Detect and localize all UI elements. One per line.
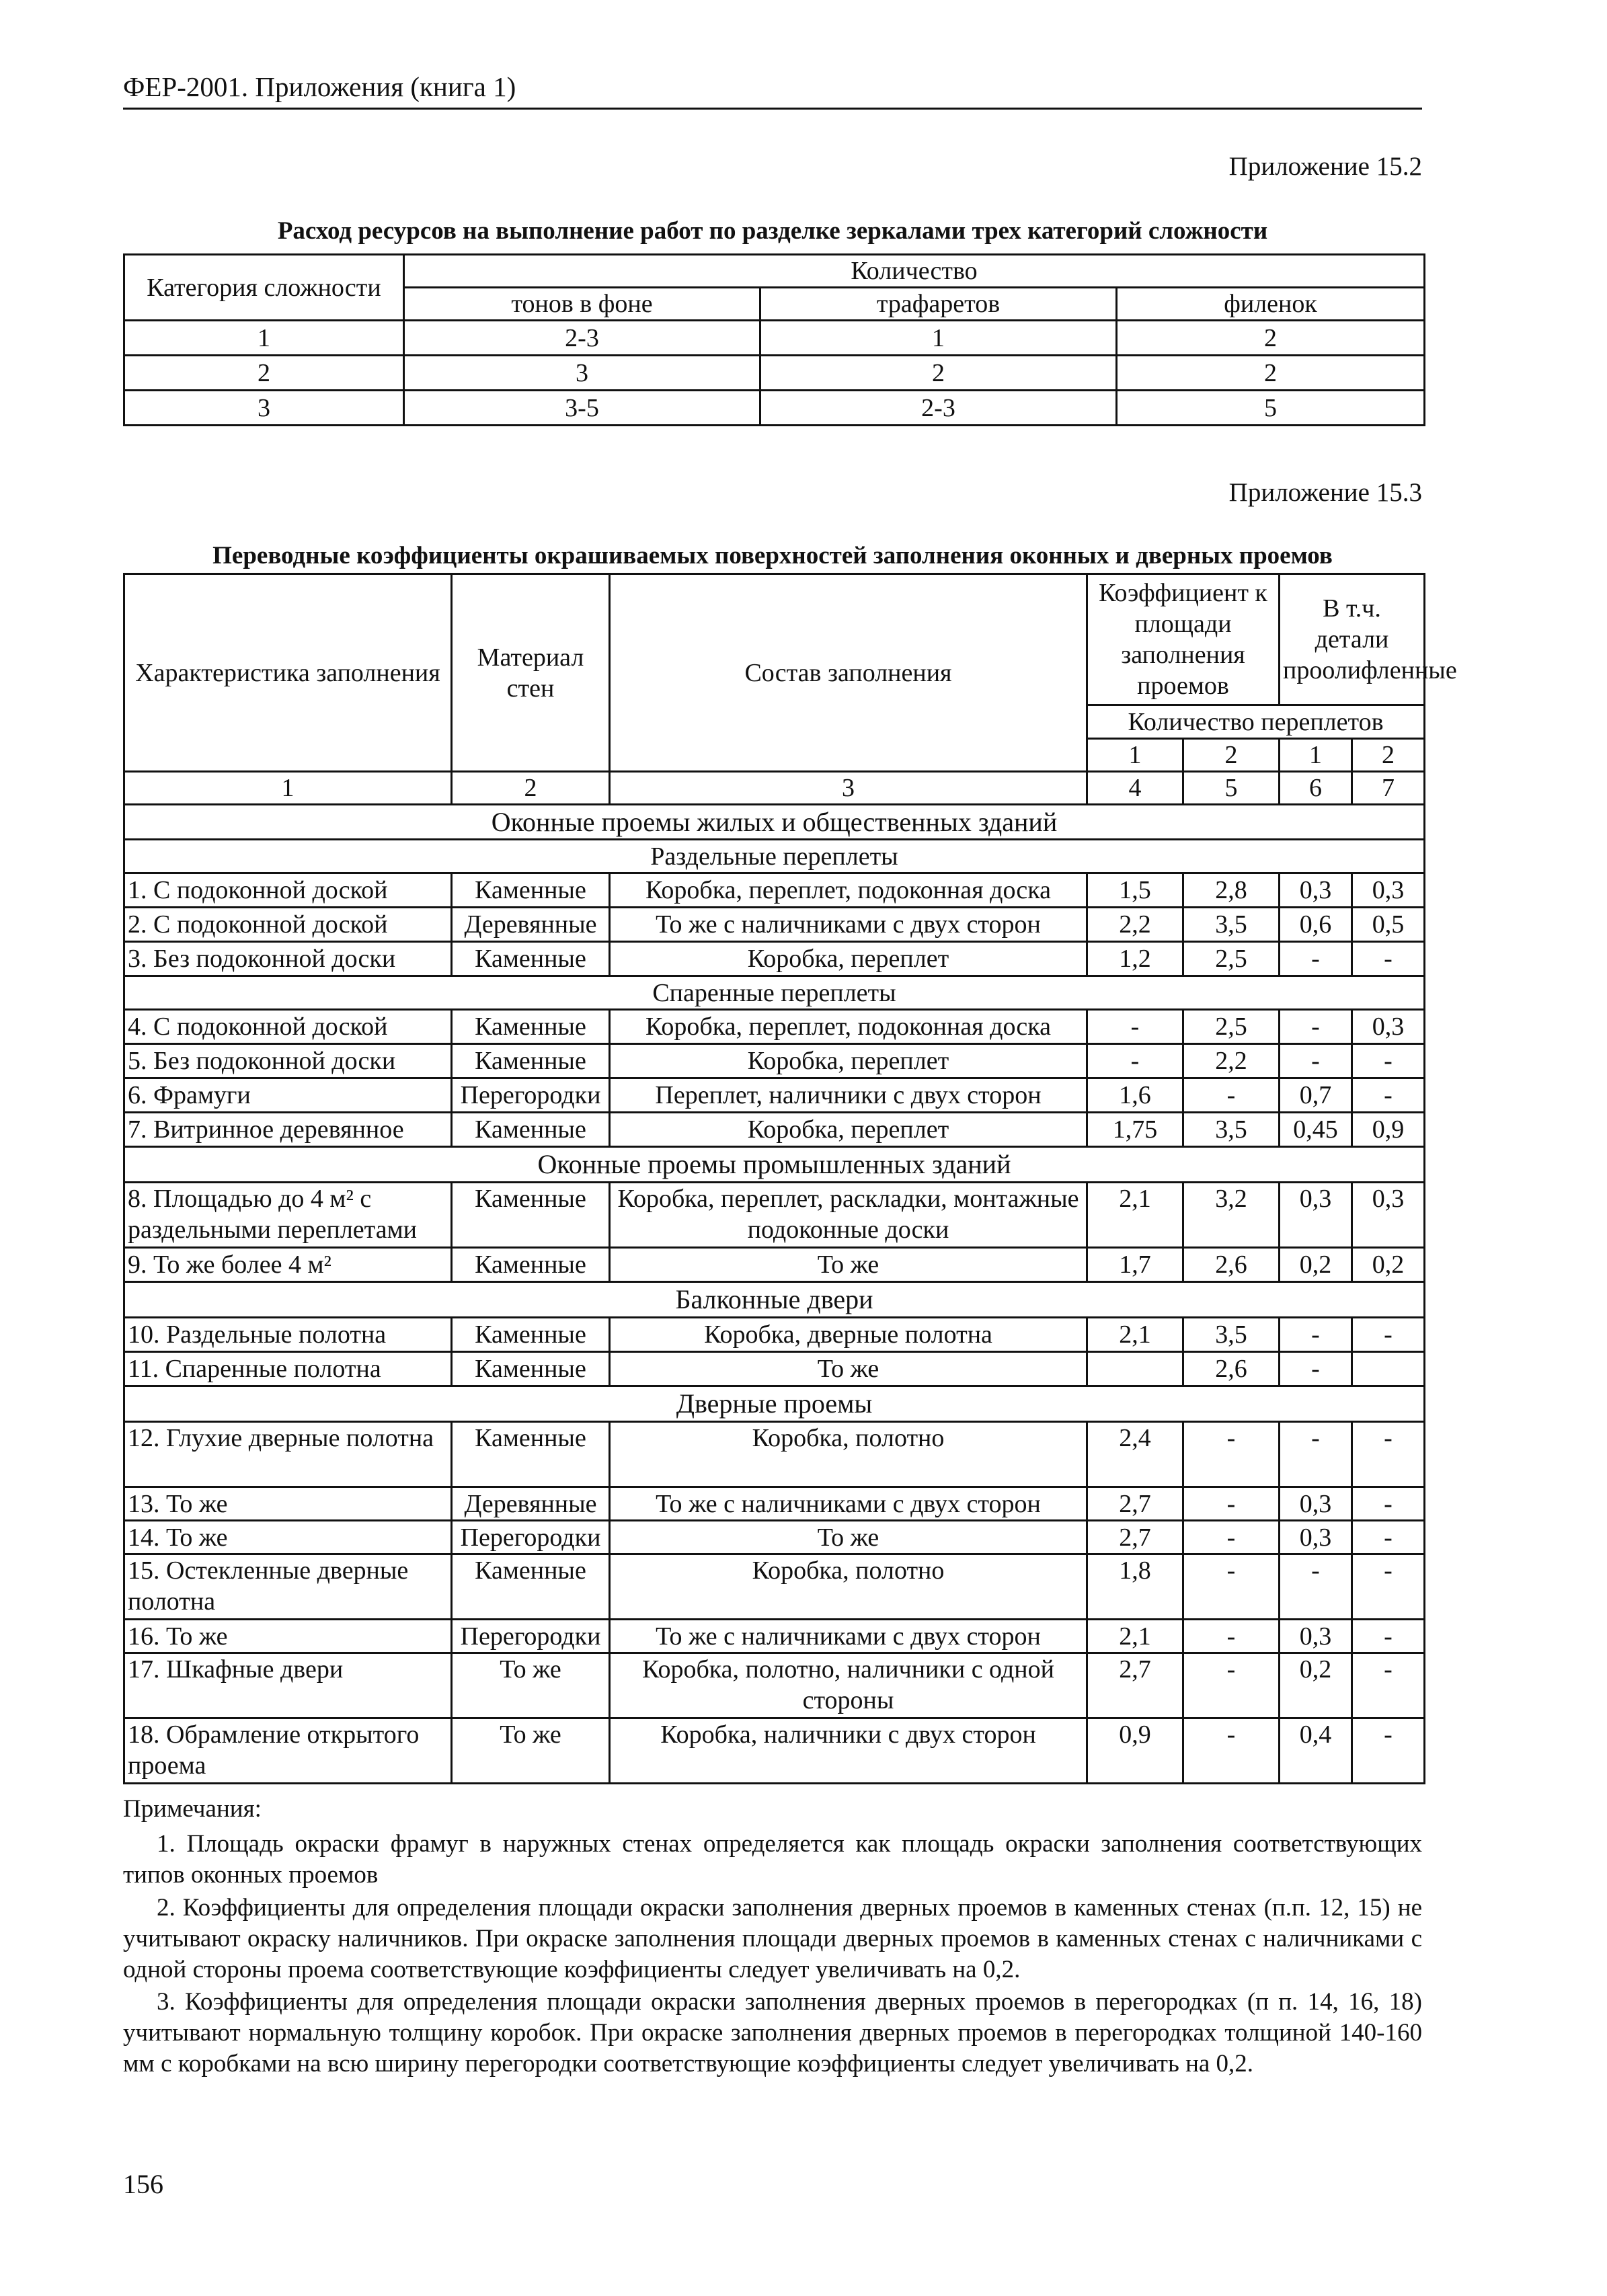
cell: Каменные	[452, 1318, 610, 1352]
cell: -	[1280, 1010, 1352, 1044]
cell: 1,7	[1087, 1248, 1183, 1282]
cell: 2,1	[1087, 1183, 1183, 1248]
table-row	[124, 1554, 1425, 1620]
cell: 1,8	[1087, 1554, 1183, 1620]
cell: Каменные	[452, 1352, 610, 1386]
note-item: 1. Площадь окраски фрамуг в наружных стенах определяется как площадь окраски заполнения соответствующих типов оконных проемов	[123, 1830, 1422, 1889]
cell: 11. Спаренные полотна	[124, 1352, 452, 1386]
table-row	[124, 391, 1425, 426]
subcol-stencils: трафаретов	[760, 288, 1117, 321]
cell: 0,9	[1087, 1718, 1183, 1784]
note-item: 3. Коэффициенты для определения площади окраски заполнения дверных проемов в перегородках (п п. 14, 16, 18) учитывают нормальную толщину коробок. При окраске заполнения дверных проемов в перегородках толщиной 140-160 мм с коробками на всю ширину перегородки соответствующие коэффициенты следует увеличивать на 0,2.	[123, 1988, 1422, 2077]
col-frames-count-header: Количество переплетов	[1087, 705, 1425, 739]
header-rule	[123, 108, 1422, 110]
cell: -	[1280, 1044, 1352, 1078]
cell: Каменные	[452, 942, 610, 976]
cell: 1,2	[1087, 942, 1183, 976]
cell: 2	[760, 356, 1117, 391]
table-row	[124, 321, 1425, 356]
table-row	[124, 356, 1425, 391]
cell: -	[1280, 1318, 1352, 1352]
subcol-tones: тонов в фоне	[404, 288, 760, 321]
cell: Деревянные	[452, 1487, 610, 1521]
subheader-cell: 2	[1352, 739, 1425, 772]
cell: Коробка, переплет, подоконная доска	[610, 1010, 1087, 1044]
cell: 0,45	[1280, 1113, 1352, 1147]
cell: То же	[452, 1718, 610, 1784]
table-row	[124, 1352, 1425, 1386]
cell: 0,4	[1280, 1718, 1352, 1784]
section-heading: Дверные проемы	[124, 1386, 1425, 1422]
cell: Переплет, наличники с двух сторон	[610, 1078, 1087, 1113]
cell: Каменные	[452, 1044, 610, 1078]
subheader-cell: 2	[1183, 739, 1280, 772]
cell: 0,3	[1280, 873, 1352, 908]
col-characteristic-header: Характеристика заполнения	[124, 574, 452, 772]
cell: 2-3	[760, 391, 1117, 426]
cell: -	[1183, 1653, 1280, 1718]
cell: 5. Без подоконной доски	[124, 1044, 452, 1078]
table-row	[124, 1521, 1425, 1554]
column-number: 4	[1087, 772, 1183, 805]
cell: 2,4	[1087, 1422, 1183, 1487]
running-header: ФЕР-2001. Приложения (книга 1)	[123, 71, 516, 102]
col-wall-header: Материал стен	[452, 574, 610, 772]
cell: 2	[1117, 356, 1425, 391]
cell: 1	[124, 321, 404, 356]
cell: 3,5	[1183, 1113, 1280, 1147]
cell: То же	[452, 1653, 610, 1718]
cell: 7. Витринное деревянное	[124, 1113, 452, 1147]
column-number: 6	[1280, 772, 1352, 805]
coefficients-table	[123, 573, 1457, 1784]
table-row	[124, 1422, 1425, 1487]
cell: То же с наличниками с двух сторон	[610, 1487, 1087, 1521]
column-number: 1	[124, 772, 452, 805]
table-row	[124, 1044, 1425, 1078]
table-row	[124, 1487, 1425, 1521]
cell: 14. То же	[124, 1521, 452, 1554]
subheader-cell: 1	[1280, 739, 1352, 772]
table-row	[124, 1718, 1425, 1784]
cell: 2,2	[1087, 908, 1183, 942]
col-quantity-header: Количество	[404, 255, 1425, 288]
cell: 1	[760, 321, 1117, 356]
cell: 2,7	[1087, 1521, 1183, 1554]
cell: Каменные	[452, 1554, 610, 1620]
col-coef-header: Коэффициент к площади заполнения проемов	[1087, 574, 1280, 705]
cell: 0,9	[1352, 1113, 1425, 1147]
cell	[1087, 1352, 1183, 1386]
cell: -	[1352, 1044, 1425, 1078]
cell: 0,6	[1280, 908, 1352, 942]
cell: 0,2	[1280, 1248, 1352, 1282]
cell: -	[1352, 1521, 1425, 1554]
cell: 2,5	[1183, 1010, 1280, 1044]
cell: Каменные	[452, 1422, 610, 1487]
cell: То же с наличниками с двух сторон	[610, 908, 1087, 942]
cell: 2,8	[1183, 873, 1280, 908]
cell: 2. С подоконной доской	[124, 908, 452, 942]
cell: -	[1183, 1718, 1280, 1784]
cell: Коробка, переплет, раскладки, монтажные подоконные доски	[610, 1183, 1087, 1248]
table-row	[124, 908, 1425, 942]
cell: 0,3	[1280, 1183, 1352, 1248]
cell: -	[1087, 1010, 1183, 1044]
cell: То же	[610, 1352, 1087, 1386]
cell: 2	[124, 356, 404, 391]
subcol-panels: филенок	[1117, 288, 1425, 321]
column-number: 7	[1352, 772, 1425, 805]
cell: 2,2	[1183, 1044, 1280, 1078]
column-numbers-row	[124, 772, 1425, 805]
cell: -	[1352, 1653, 1425, 1718]
appendix-15-3-label: Приложение 15.3	[1228, 478, 1422, 507]
subheader-cell: 1	[1087, 739, 1183, 772]
cell: -	[1352, 1078, 1425, 1113]
cell: 2,1	[1087, 1620, 1183, 1653]
cell: -	[1352, 1318, 1425, 1352]
cell: -	[1183, 1078, 1280, 1113]
cell: -	[1183, 1422, 1280, 1487]
cell: 12. Глухие дверные полотна	[124, 1422, 452, 1487]
table-row	[124, 1620, 1425, 1653]
cell: Перегородки	[452, 1078, 610, 1113]
cell: Каменные	[452, 1010, 610, 1044]
cell: 2,7	[1087, 1487, 1183, 1521]
cell: 3-5	[404, 391, 760, 426]
section-heading: Оконные проемы жилых и общественных зданий	[124, 805, 1425, 840]
cell: То же	[610, 1521, 1087, 1554]
cell: -	[1352, 1620, 1425, 1653]
cell: 0,2	[1352, 1248, 1425, 1282]
table-row	[124, 1078, 1425, 1113]
column-number: 3	[610, 772, 1087, 805]
cell: То же с наличниками с двух сторон	[610, 1620, 1087, 1653]
table-row	[124, 1318, 1425, 1352]
cell: 3,5	[1183, 1318, 1280, 1352]
cell: Каменные	[452, 873, 610, 908]
cell: Каменные	[452, 1113, 610, 1147]
cell: 2	[1117, 321, 1425, 356]
cell: Коробка, полотно	[610, 1422, 1087, 1487]
cell: 2-3	[404, 321, 760, 356]
cell: -	[1183, 1554, 1280, 1620]
appendix-15-2-label: Приложение 15.2	[1228, 152, 1422, 181]
cell: 0,3	[1280, 1521, 1352, 1554]
cell: 0,5	[1352, 908, 1425, 942]
cell: 10. Раздельные полотна	[124, 1318, 452, 1352]
col-composition-header: Состав заполнения	[610, 574, 1087, 772]
cell: Перегородки	[452, 1620, 610, 1653]
cell: Коробка, переплет	[610, 1113, 1087, 1147]
note-item: 2. Коэффициенты для определения площади окраски заполнения дверных проемов в каменных стенах (п.п. 12, 15) не учитывают окраску наличников. При окраске заполнения площади дверных проемов в каменных стенах с наличниками с одной стороны проема соответствующие коэффициенты следует увеличивать на 0,2.	[123, 1894, 1422, 1983]
cell: Коробка, наличники с двух сторон	[610, 1718, 1087, 1784]
appendix-15-2-title: Расход ресурсов на выполнение работ по разделке зеркалами трех категорий сложности	[277, 217, 1268, 245]
cell: -	[1352, 942, 1425, 976]
cell: Коробка, дверные полотна	[610, 1318, 1087, 1352]
cell: 17. Шкафные двери	[124, 1653, 452, 1718]
cell: То же	[610, 1248, 1087, 1282]
cell: -	[1280, 1554, 1352, 1620]
subsection-heading: Спаренные переплеты	[124, 976, 1425, 1010]
cell: 16. То же	[124, 1620, 452, 1653]
column-number: 2	[452, 772, 610, 805]
cell: Коробка, полотно	[610, 1554, 1087, 1620]
cell: 2,7	[1087, 1653, 1183, 1718]
column-number: 5	[1183, 772, 1280, 805]
cell: -	[1280, 942, 1352, 976]
cell: Каменные	[452, 1183, 610, 1248]
cell: Коробка, переплет	[610, 1044, 1087, 1078]
cell: 3,5	[1183, 908, 1280, 942]
cell: 2,5	[1183, 942, 1280, 976]
cell	[1352, 1352, 1425, 1386]
cell: 2,1	[1087, 1318, 1183, 1352]
cell: 2,6	[1183, 1248, 1280, 1282]
cell: 0,2	[1280, 1653, 1352, 1718]
cell: -	[1183, 1487, 1280, 1521]
table-row	[124, 1113, 1425, 1147]
cell: 8. Площадью до 4 м² с раздельными переплетами	[124, 1183, 452, 1248]
table-row	[124, 1653, 1425, 1718]
cell: Перегородки	[452, 1521, 610, 1554]
cell: 4. С подоконной доской	[124, 1010, 452, 1044]
cell: 13. То же	[124, 1487, 452, 1521]
resource-table	[123, 253, 1425, 426]
cell: 15. Остекленные дверные полотна	[124, 1554, 452, 1620]
cell: -	[1280, 1422, 1352, 1487]
col-category-header: Категория сложности	[124, 255, 404, 321]
cell: 3	[124, 391, 404, 426]
cell: -	[1087, 1044, 1183, 1078]
cell: -	[1183, 1521, 1280, 1554]
cell: 3,2	[1183, 1183, 1280, 1248]
page-number: 156	[123, 2169, 163, 2199]
cell: 1. С подоконной доской	[124, 873, 452, 908]
cell: Коробка, переплет	[610, 942, 1087, 976]
cell: Коробка, переплет, подоконная доска	[610, 873, 1087, 908]
cell: 5	[1117, 391, 1425, 426]
cell: 3. Без подоконной доски	[124, 942, 452, 976]
cell: 0,7	[1280, 1078, 1352, 1113]
cell: -	[1352, 1554, 1425, 1620]
table-row	[124, 1248, 1425, 1282]
cell: -	[1352, 1422, 1425, 1487]
cell: 1,6	[1087, 1078, 1183, 1113]
cell: -	[1352, 1487, 1425, 1521]
cell: Коробка, полотно, наличники с одной стороны	[610, 1653, 1087, 1718]
table-row	[124, 942, 1425, 976]
cell: 0,3	[1280, 1620, 1352, 1653]
section-heading: Оконные проемы промышленных зданий	[124, 1147, 1425, 1183]
appendix-15-3-title: Переводные коэффициенты окрашиваемых поверхностей заполнения оконных и дверных проемов	[212, 542, 1333, 569]
cell: -	[1183, 1620, 1280, 1653]
cell: -	[1280, 1352, 1352, 1386]
cell: 0,3	[1352, 1010, 1425, 1044]
cell: 3	[404, 356, 760, 391]
cell: Каменные	[452, 1248, 610, 1282]
col-profiled-header: В т.ч. детали проолифленные	[1280, 574, 1425, 705]
cell: 2,6	[1183, 1352, 1280, 1386]
cell: Деревянные	[452, 908, 610, 942]
cell: 1,75	[1087, 1113, 1183, 1147]
cell: 18. Обрамление открытого проема	[124, 1718, 452, 1784]
notes-heading: Примечания:	[123, 1795, 262, 1823]
table-row	[124, 1183, 1425, 1248]
cell: 0,3	[1280, 1487, 1352, 1521]
cell: 1,5	[1087, 873, 1183, 908]
cell: 9. То же более 4 м²	[124, 1248, 452, 1282]
cell: 0,3	[1352, 1183, 1425, 1248]
cell: 6. Фрамуги	[124, 1078, 452, 1113]
table-row	[124, 873, 1425, 908]
cell: 0,3	[1352, 873, 1425, 908]
cell: -	[1352, 1718, 1425, 1784]
subsection-heading: Раздельные переплеты	[124, 840, 1425, 873]
table-row	[124, 1010, 1425, 1044]
section-heading: Балконные двери	[124, 1282, 1425, 1318]
